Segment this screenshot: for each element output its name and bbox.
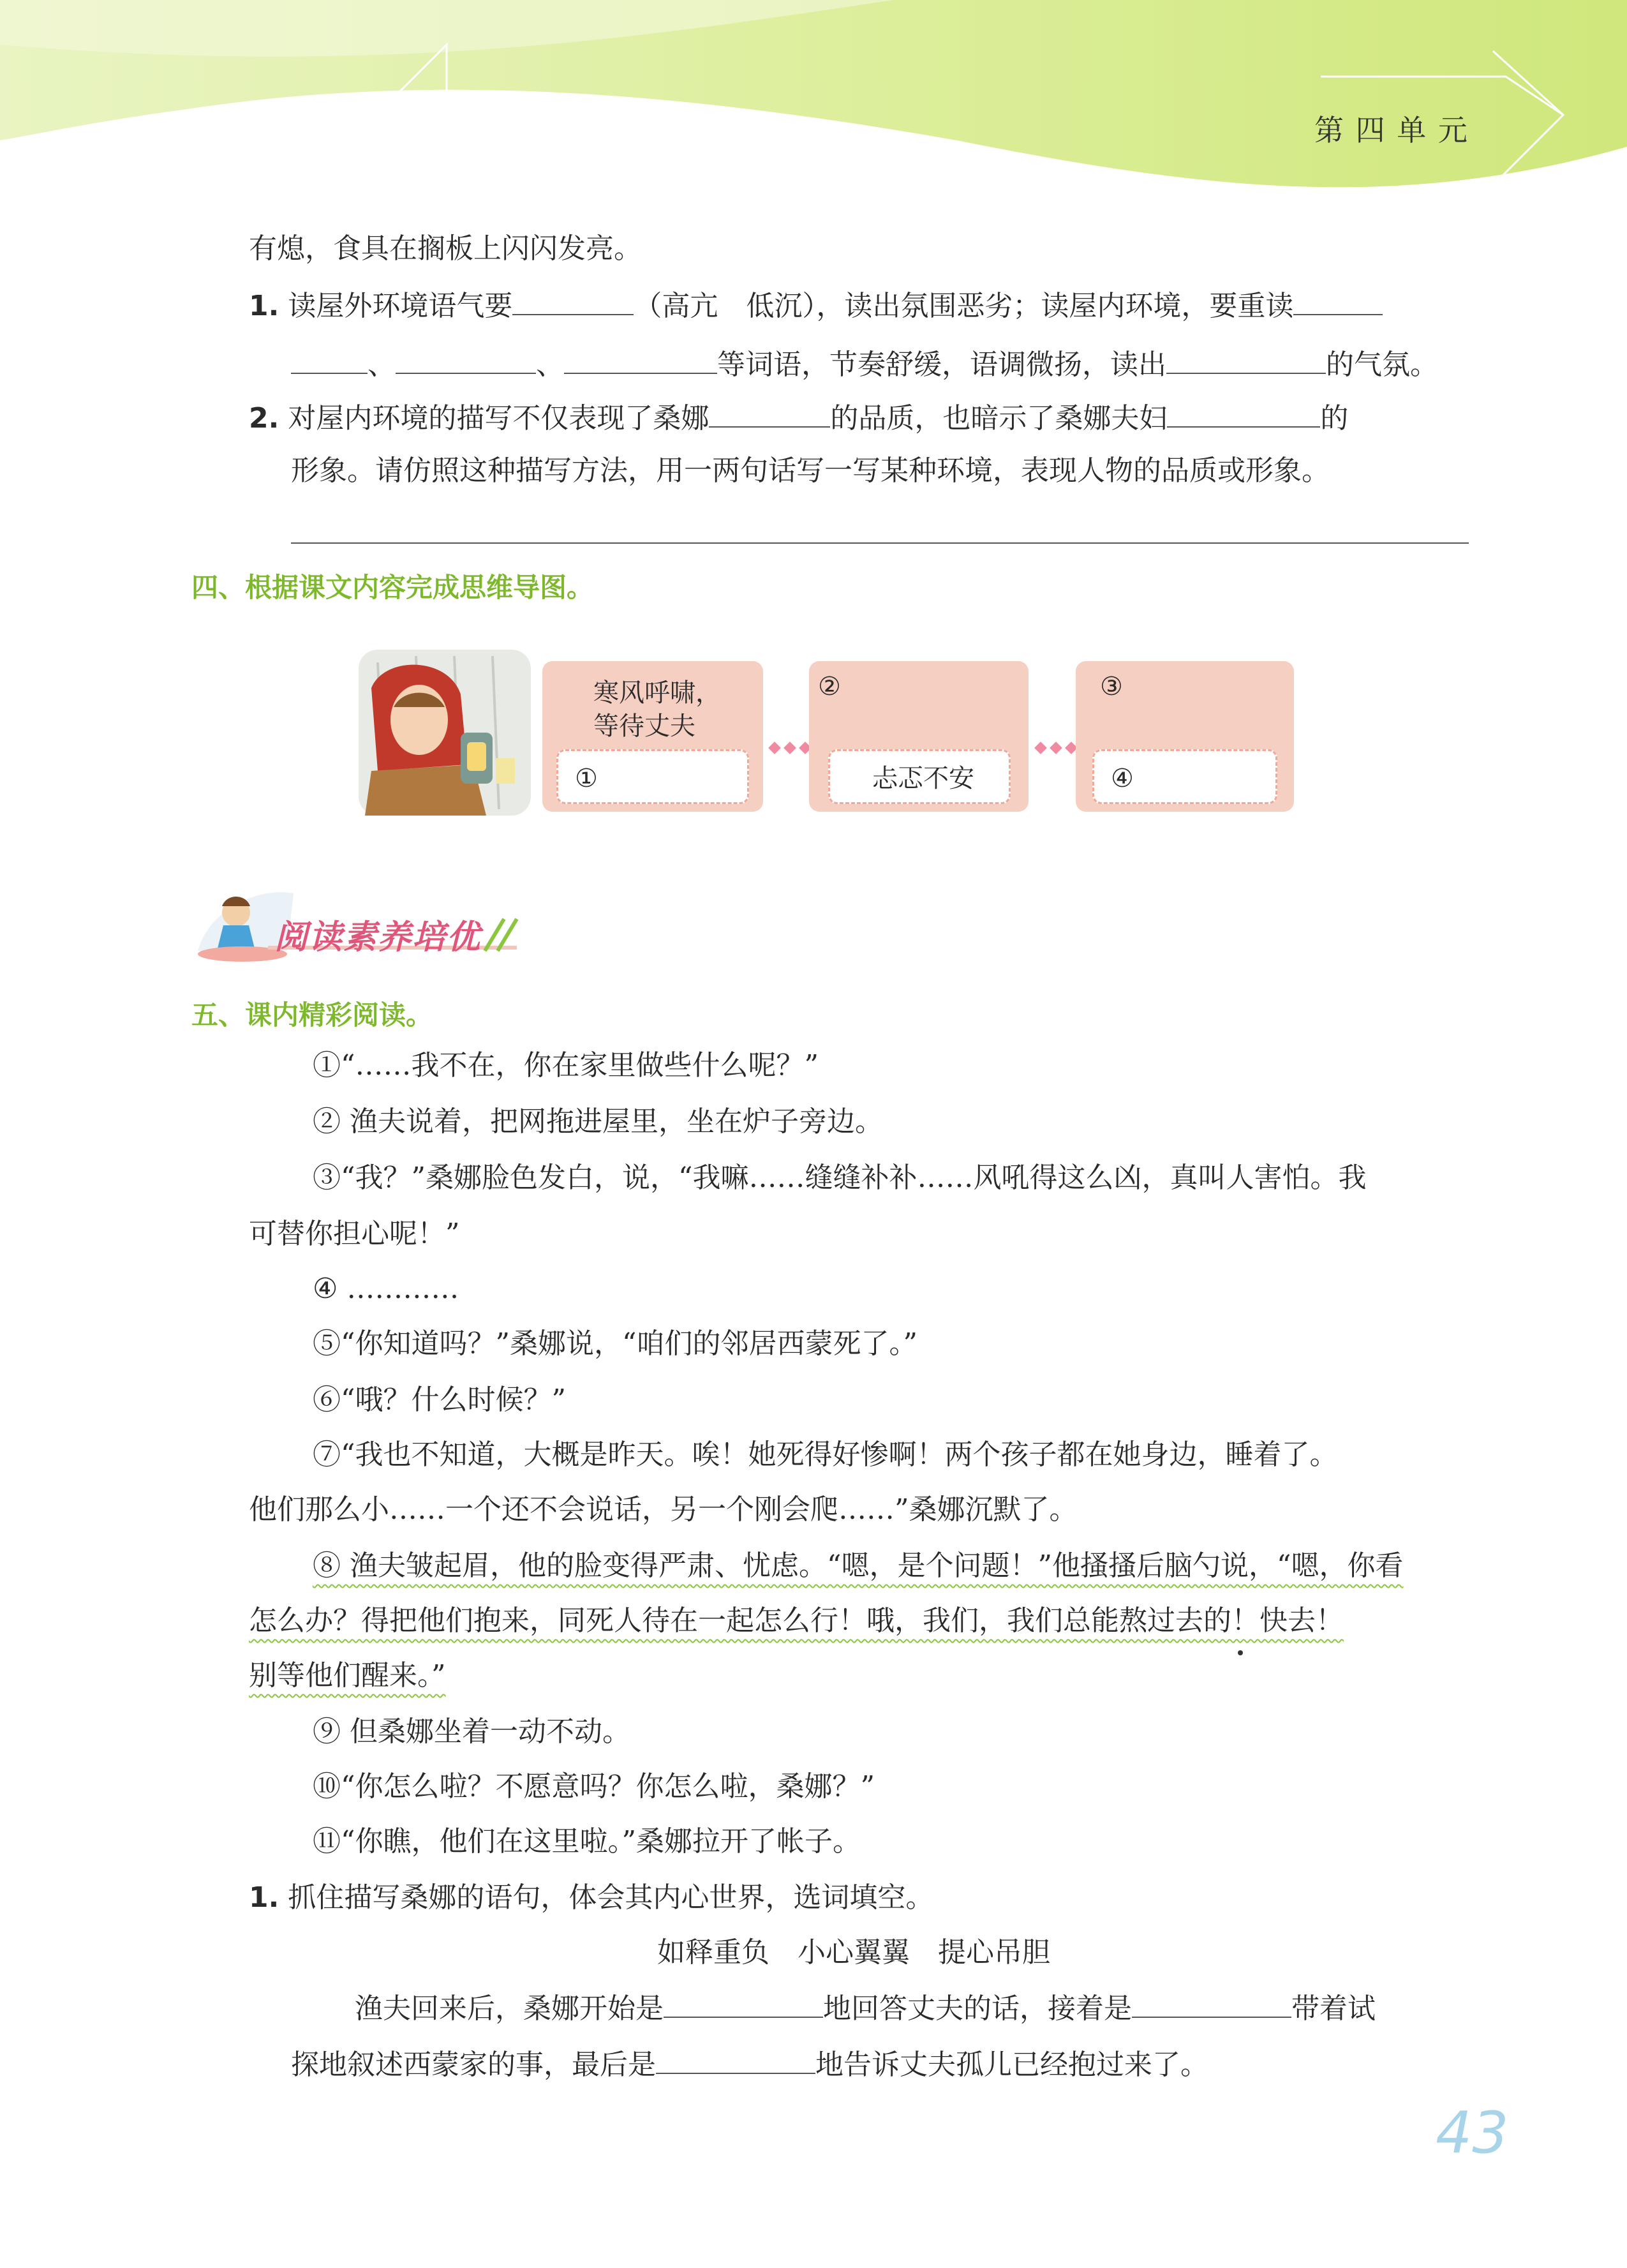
mindmap-illustration	[359, 650, 531, 816]
section4-title: 四、根据课文内容完成思维导图。	[191, 572, 594, 603]
q5-1-text-e: 地告诉丈夫孤儿已经抱过来了。	[815, 2048, 1208, 2081]
q5-1-blank-1[interactable]	[664, 1988, 823, 2018]
q5-1-prompt-line	[249, 1879, 933, 1917]
q1-line2	[291, 345, 1438, 384]
connector-dot	[784, 742, 796, 754]
q5-1-line1	[355, 1988, 1376, 2028]
q1-number: 1.	[249, 290, 279, 322]
q5-1-prompt: 抓住描写桑娜的语句，体会其内心世界，选词填空。	[288, 1881, 934, 1914]
connector-dot	[768, 742, 781, 754]
q2-line1	[249, 398, 1348, 438]
q5-1-blank-3[interactable]	[656, 2045, 815, 2074]
q5-1-text-d: 探地叙述西蒙家的事，最后是	[291, 2048, 656, 2081]
passage-para-10: ⑩“你怎么啦？不愿意吗？你怎么啦，桑娜？”	[313, 1770, 875, 1803]
mindmap-box-1	[542, 661, 763, 812]
q2-line2: 形象。请仿照这种描写方法，用一两句话写一写某种环境，表现人物的品质或形象。	[291, 454, 1330, 487]
passage-para-2: ② 渔夫说着，把网拖进屋里，坐在炉子旁边。	[313, 1105, 883, 1138]
q5-1-line2	[291, 2045, 1208, 2084]
passage-para-1: ①“……我不在，你在家里做些什么呢？”	[313, 1049, 819, 1082]
q2-number: 2.	[249, 402, 279, 435]
q2-blank-2[interactable]	[1167, 398, 1320, 428]
q2-text-b: 的品质，也暗示了桑娜夫妇	[830, 402, 1168, 435]
q1-blank-1[interactable]	[512, 286, 634, 315]
passage-para-8: ⑧ 渔夫皱起眉，他的脸变得严肃、忧虑。“嗯，是个问题！”他搔搔后脑勺说，“嗯，你看	[313, 1549, 1404, 1582]
passage-para-9: ⑨ 但桑娜坐着一动不动。	[313, 1715, 630, 1748]
q1-blank-6[interactable]	[1166, 345, 1326, 374]
q1-blank-4[interactable]	[396, 345, 536, 374]
mindmap-slot-4[interactable]: ④	[1092, 749, 1277, 804]
passage-para-5: ⑤“你知道吗？”桑娜说，“咱们的邻居西蒙死了。”	[313, 1327, 918, 1360]
q1-line1	[249, 286, 1383, 325]
passage-para-7: ⑦“我也不知道，大概是昨天。唉！她死得好惨啊！两个孩子都在她身边，睡着了。	[313, 1438, 1338, 1471]
q1-text-d: 的气氛。	[1326, 348, 1438, 381]
q1-text-a: 读屋外环境语气要	[288, 290, 513, 322]
q1-blank-5[interactable]	[564, 345, 717, 374]
header-wave-decoration	[0, 0, 1627, 204]
q5-1-text-b: 地回答丈夫的话，接着是	[823, 1992, 1132, 2025]
unit-label: 第 四 单 元	[1314, 113, 1469, 147]
q1-sep-1: 、	[368, 348, 396, 381]
q5-1-blank-2[interactable]	[1132, 1988, 1291, 2018]
section5-title: 五、课内精彩阅读。	[191, 999, 433, 1031]
page-number: 43	[1436, 2100, 1509, 2167]
q1-blank-3[interactable]	[291, 345, 368, 374]
q1-text-c: 等词语，节奏舒缓，语调微扬，读出	[717, 348, 1166, 381]
q2-text-a: 对屋内环境的描写不仅表现了桑娜	[288, 402, 709, 435]
passage-para-7-cont: 他们那么小……一个还不会说话，另一个刚会爬……”桑娜沉默了。	[249, 1493, 1078, 1526]
q1-blank-2[interactable]	[1293, 286, 1383, 315]
passage-para-6: ⑥“哦？什么时候？”	[313, 1384, 566, 1416]
connector-dot	[1050, 742, 1062, 754]
q1-sep-2: 、	[536, 348, 564, 381]
mindmap-slot-2[interactable]: 忐忑不安	[828, 749, 1011, 804]
q2-text-c: 的	[1320, 402, 1349, 435]
passage-para-11: ⑪“你瞧，他们在这里啦。”桑娜拉开了帐子。	[313, 1825, 861, 1858]
emphasis-dot	[1238, 1650, 1243, 1655]
mindmap-box-1-label: 寒风呼啸， 等待丈夫	[593, 678, 721, 741]
mindmap-slot-1[interactable]: ①	[556, 749, 749, 804]
q5-1-number: 1.	[249, 1881, 279, 1914]
passage-para-4: ④ …………	[313, 1272, 459, 1305]
passage-para-3: ③“我？”桑娜脸色发白，说，“我嘛……缝缝补补……风吼得这么凶，真叫人害怕。我	[313, 1161, 1367, 1194]
mindmap-box-2	[809, 661, 1029, 812]
q5-1-text-a: 渔夫回来后，桑娜开始是	[355, 1992, 664, 2025]
passage-para-3-cont: 可替你担心呢！”	[249, 1218, 460, 1250]
passage-para-8-cont2: 别等他们醒来。”	[249, 1659, 446, 1692]
q2-blank-1[interactable]	[709, 398, 830, 428]
passage-para-8-cont1: 怎么办？得把他们抱来，同死人待在一起怎么行！哦，我们，我们总能熬过去的！快去！	[249, 1604, 1344, 1637]
connector-dot	[1034, 742, 1047, 754]
mindmap-box-3-label: ③	[1100, 672, 1123, 701]
q1-text-b: （高亢 低沉），读出氛围恶劣；读屋内环境，要重读	[634, 290, 1294, 322]
q5-1-text-c: 带着试	[1291, 1992, 1376, 2025]
q5-1-options: 如释重负 小心翼翼 提心吊胆	[657, 1936, 1050, 1969]
mindmap-box-2-label: ②	[818, 672, 841, 701]
q2-answer-line[interactable]	[291, 542, 1469, 544]
mindmap-box-3	[1076, 661, 1294, 812]
top-text: 有熄，食具在搁板上闪闪发亮。	[249, 232, 642, 265]
reading-banner-title: 阅读素养培优	[274, 918, 482, 957]
